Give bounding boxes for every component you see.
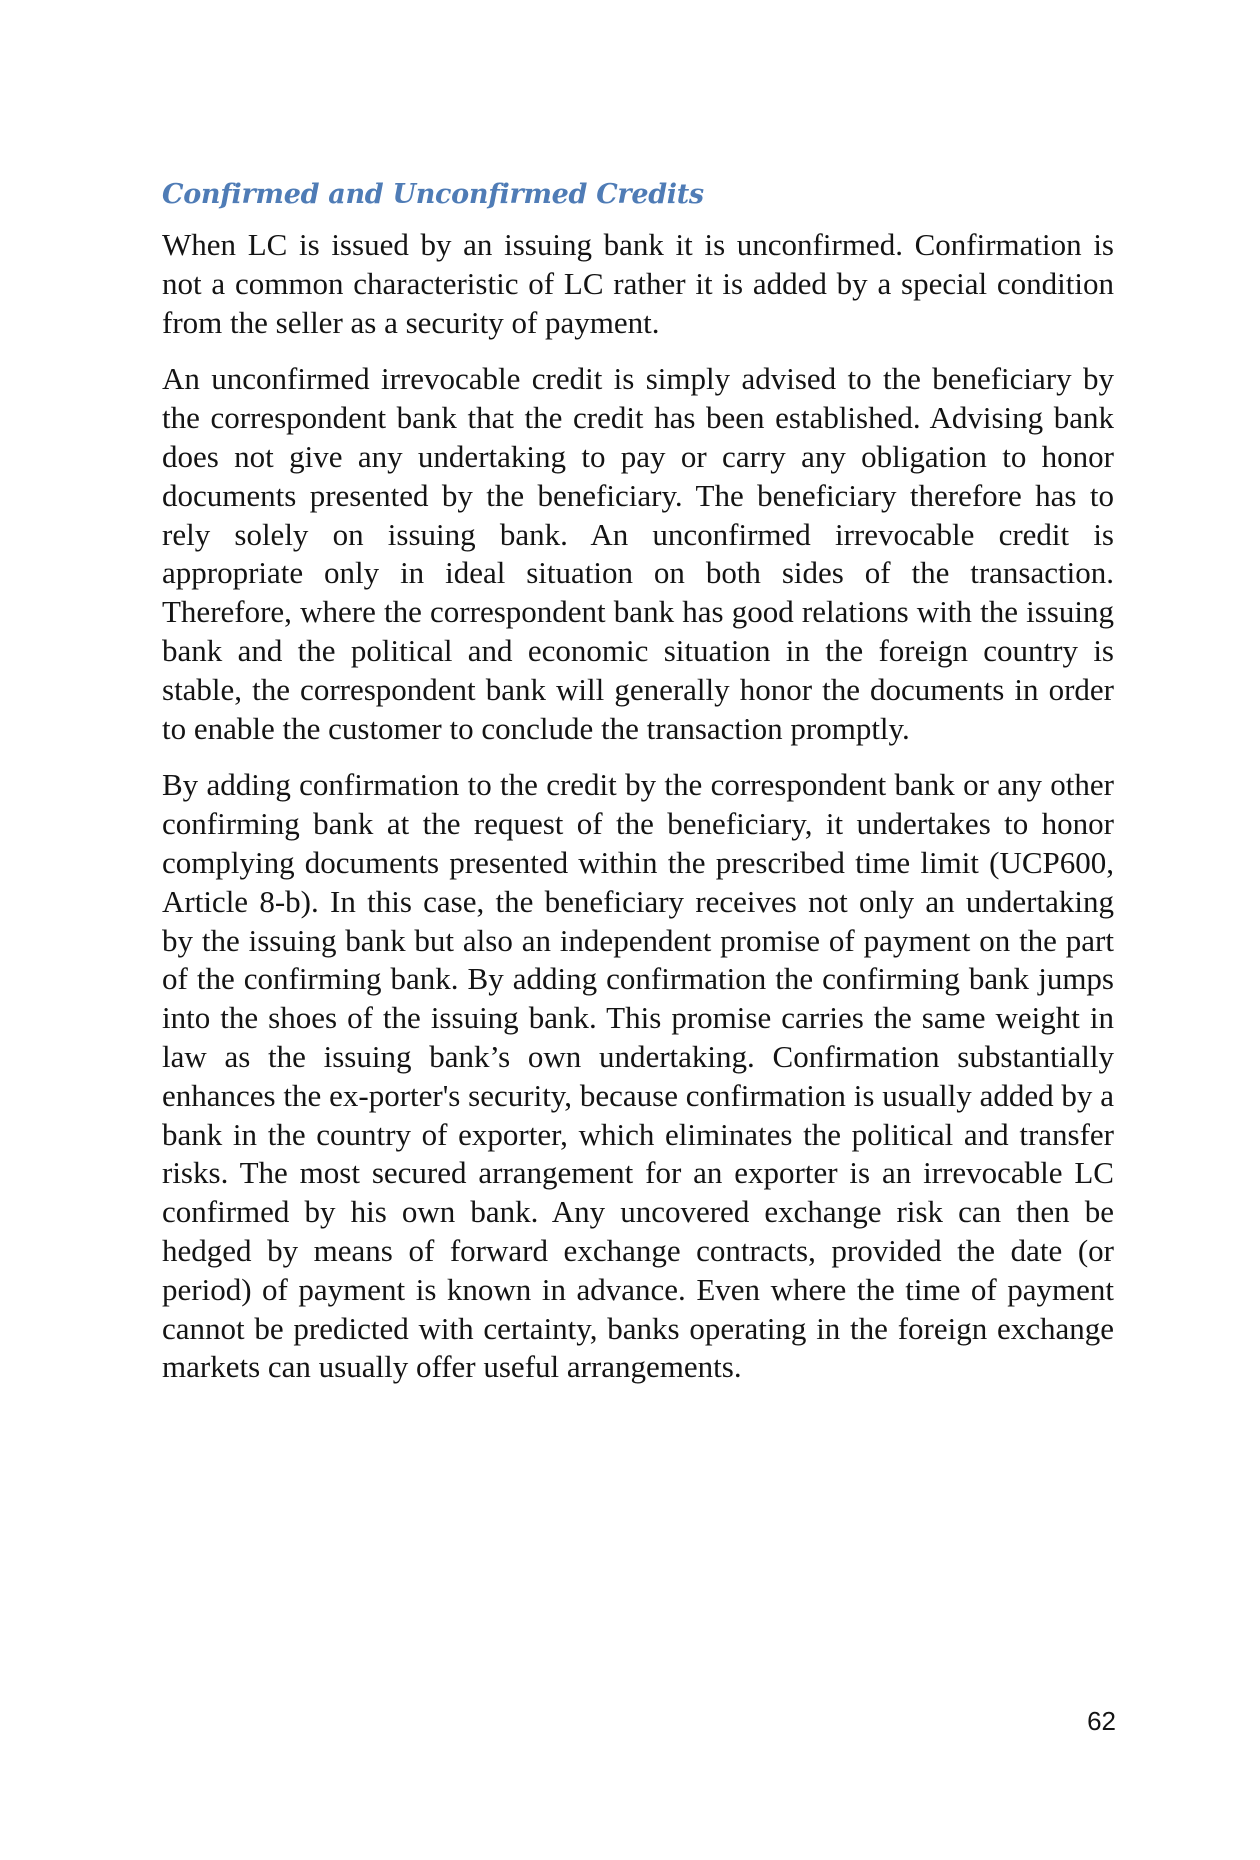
page-content	[162, 176, 1114, 1405]
paragraph-confirmed-credit: By adding confirmation to the credit by the correspondent bank or any other confirming bank at the request of the beneficiary, it undertakes to honor complying documents presented within the prescribed time limit (UCP600, Article 8-b). In this case, the beneficiary receives not only an undertaking by the issuing bank but also an independent promise of payment on the part of the confirming bank. By adding confirmation the confirming bank jumps into the shoes of the issuing bank. This promise carries the same weight in law as the issuing bank’s own undertaking. Confirmation substantially enhances the ex-porter's security, because confirmation is usually added by a bank in the country of exporter, which eliminates the political and transfer risks. The most secured arrangement for an exporter is an irrevocable LC confirmed by his own bank. Any uncovered exchange risk can then be hedged by means of forward exchange contracts, provided the date (or period) of payment is known in advance. Even where the time of payment cannot be predicted with certainty, banks operating in the foreign exchange markets can usually offer useful arrangements.	[162, 767, 1114, 1385]
paragraph-unconfirmed-credit: An unconfirmed irrevocable credit is simply advised to the beneficiary by the correspondent bank that the credit has been established. Advising bank does not give any undertaking to pay or carry any obligation to honor documents presented by the beneficiary. The beneficiary therefore has to rely solely on issuing bank. An unconfirmed irrevocable credit is appropriate only in ideal situation on both sides of the transaction. Therefore, where the correspondent bank has good relations with the issuing bank and the political and economic situation in the foreign country is stable, the correspondent bank will generally honor the documents in order to enable the customer to conclude the transaction promptly.	[162, 361, 1114, 746]
paragraph-lc-unconfirmed-intro: When LC is issued by an issuing bank it is unconfirmed. Confirmation is not a common characteristic of LC rather it is added by a special condition from the seller as a security of payment.	[162, 227, 1114, 340]
section-heading: Confirmed and Unconfirmed Credits	[162, 179, 704, 210]
page-number: 62	[1087, 1706, 1116, 1736]
